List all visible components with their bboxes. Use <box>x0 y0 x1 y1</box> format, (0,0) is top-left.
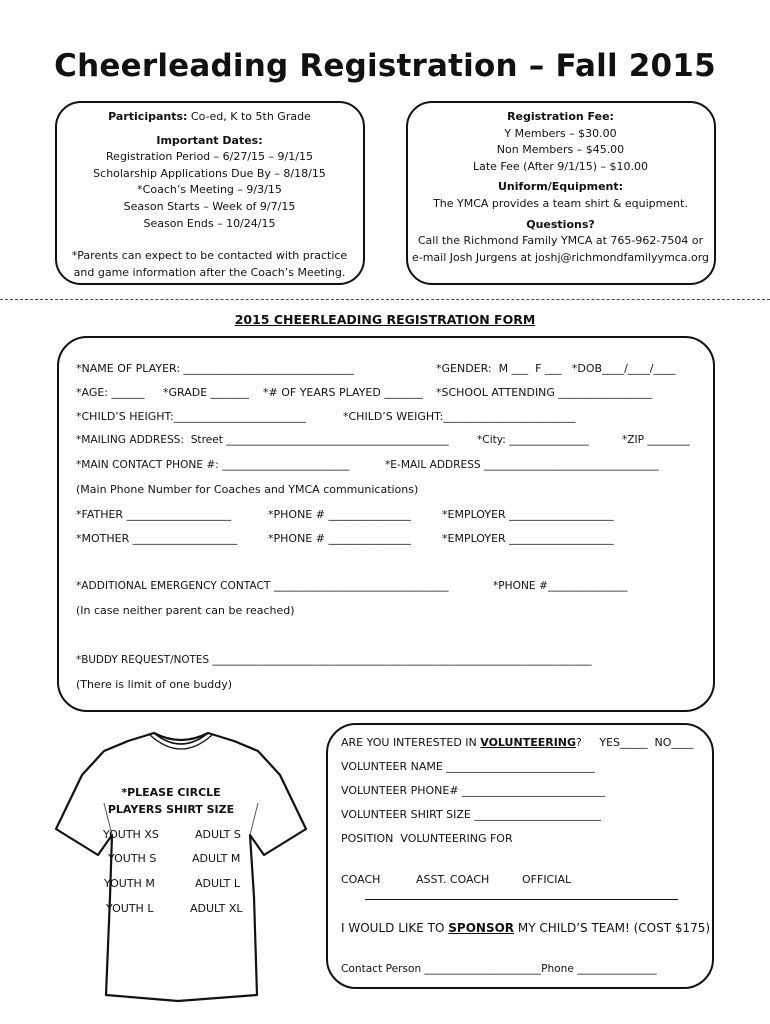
position-underline <box>365 899 678 900</box>
interest-post: ? YES_____ NO____ <box>576 736 694 749</box>
size-option-adult-s[interactable]: ADULT S <box>195 828 241 841</box>
questions-heading: Questions? <box>526 217 595 231</box>
uniform-text: The YMCA provides a team shirt & equipment. <box>433 196 688 210</box>
fee-line: Non Members – $45.00 <box>496 143 625 157</box>
interest-pre: ARE YOU INTERESTED IN <box>341 736 481 749</box>
size-option-adult-m[interactable]: ADULT M <box>192 852 241 865</box>
mother-field[interactable]: *MOTHER ___________________ <box>76 532 238 545</box>
height-field[interactable]: *CHILD’S HEIGHT:________________________ <box>76 410 306 423</box>
role-option-coach[interactable]: COACH <box>341 873 381 886</box>
participants-line <box>57 109 362 126</box>
sponsor-post: MY CHILD’S TEAM! (COST $175) <box>514 921 711 935</box>
form-title: 2015 CHEERLEADING REGISTRATION FORM <box>234 312 536 327</box>
weight-field[interactable]: *CHILD’S WEIGHT:________________________ <box>343 410 576 423</box>
address-field[interactable]: *MAILING ADDRESS: Street __________________________________________ <box>76 434 449 446</box>
main-phone-field[interactable]: *MAIN CONTACT PHONE #: ________________________ <box>76 459 350 471</box>
cut-line-divider <box>0 299 770 300</box>
player-name-field[interactable]: *NAME OF PLAYER: _______________________________ <box>76 362 355 375</box>
sponsor-pre: I WOULD LIKE TO <box>341 921 449 935</box>
date-line: *Coach’s Meeting – 9/3/15 <box>137 183 282 197</box>
questions-line2: e-mail Josh Jurgens at joshj@richmondfamilyymca.org <box>411 250 710 264</box>
school-field[interactable]: *SCHOOL ATTENDING _________________ <box>436 386 652 399</box>
role-option-asst-coach[interactable]: ASST. COACH <box>416 873 490 886</box>
volunteer-name-field[interactable]: VOLUNTEER NAME ___________________________ <box>341 760 595 773</box>
date-line: Scholarship Applications Due By – 8/18/15 <box>93 166 326 180</box>
participants-value: Co-ed, K to 5th Grade <box>187 110 311 123</box>
important-dates-heading: Important Dates: <box>156 133 263 147</box>
size-option-youth-l[interactable]: YOUTH L <box>106 902 154 915</box>
sponsor-line[interactable] <box>341 921 710 935</box>
uniform-heading: Uniform/Equipment: <box>497 180 624 194</box>
interest-word: VOLUNTEERING <box>480 736 577 749</box>
date-line: Season Starts – Week of 9/7/15 <box>123 199 296 213</box>
size-option-youth-s[interactable]: YOUTH S <box>108 852 157 865</box>
questions-line1: Call the Richmond Family YMCA at 765-962-7504 or <box>417 234 704 248</box>
date-line: Registration Period – 6/27/15 – 9/1/15 <box>106 150 313 164</box>
fee-line: Y Members – $30.00 <box>504 126 617 140</box>
registration-fee-heading: Registration Fee: <box>507 110 614 123</box>
father-employer-field[interactable]: *EMPLOYER ___________________ <box>442 508 614 521</box>
volunteer-shirt-size-field[interactable]: VOLUNTEER SHIRT SIZE _______________________ <box>341 808 601 821</box>
buddy-request-field[interactable]: *BUDDY REQUEST/NOTES _________________________________________________________________________ <box>76 654 592 666</box>
page-title: Cheerleading Registration – Fall 2015 <box>54 48 716 84</box>
fee-line: Late Fee (After 9/1/15) – $10.00 <box>472 159 649 173</box>
father-phone-field[interactable]: *PHONE # _______________ <box>268 508 411 521</box>
age-field[interactable]: *AGE: ______ <box>76 386 145 399</box>
shirt-heading-line2: PLAYERS SHIRT SIZE <box>107 803 235 816</box>
parents-note-line2: and game information after the Coach’s Meeting. <box>73 265 346 279</box>
size-option-youth-m[interactable]: YOUTH M <box>104 877 155 890</box>
phone-note: (Main Phone Number for Coaches and YMCA communications) <box>76 483 419 496</box>
grade-field[interactable]: *GRADE _______ <box>163 386 250 399</box>
emergency-phone-field[interactable]: *PHONE #_______________ <box>493 580 628 592</box>
buddy-note: (There is limit of one buddy) <box>76 678 233 691</box>
shirt-heading-line1: *PLEASE CIRCLE <box>121 786 221 799</box>
emergency-note: (In case neither parent can be reached) <box>76 604 295 617</box>
size-option-adult-xl[interactable]: ADULT XL <box>190 902 243 915</box>
participants-info-box <box>55 101 365 285</box>
emergency-contact-field[interactable]: *ADDITIONAL EMERGENCY CONTACT _________________________________ <box>76 580 449 592</box>
sponsor-word: SPONSOR <box>448 921 515 935</box>
size-option-youth-xs[interactable]: YOUTH XS <box>103 828 159 841</box>
size-option-adult-l[interactable]: ADULT L <box>195 877 241 890</box>
parents-note-line1: *Parents can expect to be contacted with practice <box>71 249 348 263</box>
date-line: Season Ends – 10/24/15 <box>143 216 276 230</box>
email-field[interactable]: *E-MAIL ADDRESS _________________________________ <box>385 459 659 471</box>
mother-phone-field[interactable]: *PHONE # _______________ <box>268 532 411 545</box>
volunteer-phone-field[interactable]: VOLUNTEER PHONE# __________________________ <box>341 784 606 797</box>
city-field[interactable]: *City: _______________ <box>477 434 589 446</box>
contact-person-field[interactable]: Contact Person ______________________Phone _______________ <box>341 963 657 975</box>
fee-info-box <box>406 101 716 285</box>
gender-dob-field[interactable]: *GENDER: M ___ F ___ *DOB____/____/____ <box>436 362 676 375</box>
volunteer-interest-field[interactable] <box>341 736 693 749</box>
role-option-official[interactable]: OFFICIAL <box>522 873 572 886</box>
zip-field[interactable]: *ZIP ________ <box>622 434 690 446</box>
years-played-field[interactable]: *# OF YEARS PLAYED _______ <box>263 386 423 399</box>
tshirt-icon <box>50 725 312 1015</box>
father-field[interactable]: *FATHER ___________________ <box>76 508 232 521</box>
participants-label: Participants: <box>108 110 188 123</box>
mother-employer-field[interactable]: *EMPLOYER ___________________ <box>442 532 614 545</box>
position-label: POSITION VOLUNTEERING FOR <box>341 832 513 845</box>
